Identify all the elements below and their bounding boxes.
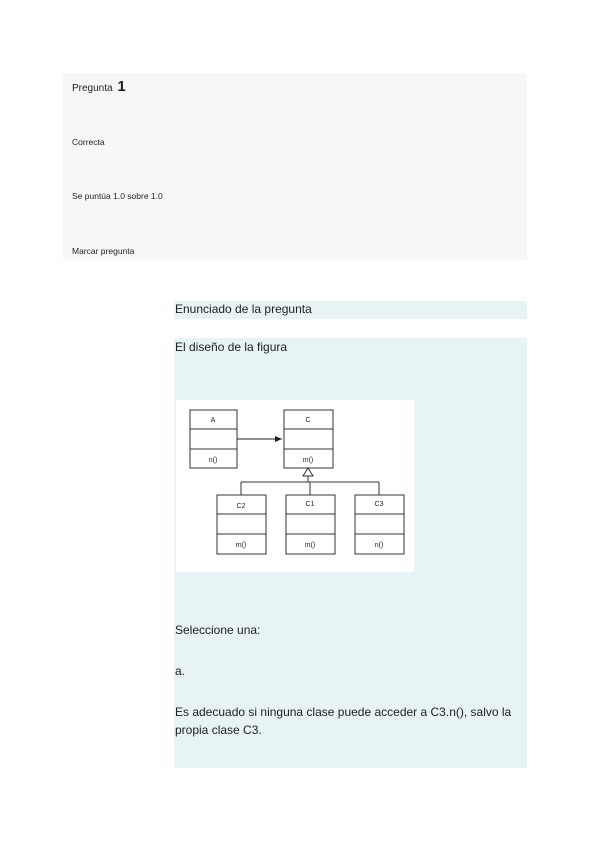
class-c2-name: C2 [236, 503, 246, 510]
class-c1-name: C1 [305, 501, 315, 508]
class-c3-name: C3 [374, 501, 384, 508]
class-c2-method: m() [235, 542, 247, 549]
inheritance-triangle [303, 468, 313, 476]
flag-question-link[interactable]: Marcar pregunta [72, 246, 135, 256]
class-a-name: A [210, 417, 216, 424]
question-label-text: Pregunta [72, 83, 113, 94]
question-number: 1 [117, 78, 126, 95]
question-state: Correcta [72, 137, 105, 147]
question-text-header [174, 301, 527, 319]
question-info-panel [63, 73, 527, 260]
uml-diagram [176, 400, 414, 572]
class-c3-method: n() [374, 542, 384, 549]
option-a-text[interactable]: Es adecuado si ninguna clase puede acceder a C3.n(), salvo la propia clase C3. [175, 705, 512, 737]
question-text-header-label: Enunciado de la pregunta [175, 302, 312, 316]
option-a-letter[interactable]: a. [175, 664, 186, 678]
class-c-method: m() [302, 457, 314, 464]
question-number-label [72, 78, 126, 95]
class-a-method: n() [208, 457, 218, 464]
uml-diagram-figure [176, 400, 414, 572]
question-grade: Se puntúa 1.0 sobre 1.0 [72, 191, 163, 201]
question-content [174, 338, 527, 768]
question-intro: El diseño de la figura [175, 340, 288, 354]
select-one-prompt: Seleccione una: [175, 623, 261, 637]
class-c-name: C [305, 417, 311, 424]
class-c1-method: m() [304, 542, 316, 549]
